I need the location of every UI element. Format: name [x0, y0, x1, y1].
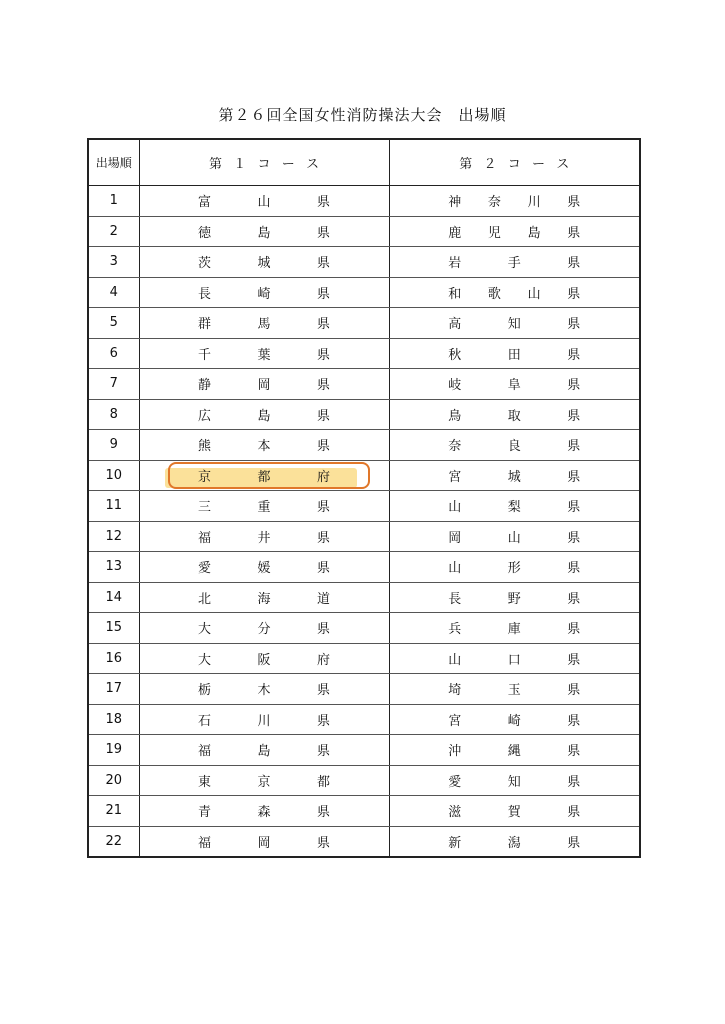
course-1-team: [139, 735, 389, 766]
course-2-team: [389, 460, 640, 491]
prefecture-char: 岩: [448, 256, 462, 272]
prefecture-char: 城: [507, 469, 521, 485]
column-header-course-1: [139, 139, 389, 186]
start-order-table: [87, 138, 641, 858]
prefecture-char: 森: [257, 805, 271, 821]
prefecture-char: 県: [316, 561, 330, 577]
prefecture-char: 児: [487, 225, 501, 241]
prefecture-name: [198, 769, 330, 791]
prefecture-char: 島: [527, 225, 541, 241]
course-1-team: [139, 613, 389, 644]
prefecture-name: [448, 617, 580, 639]
prefecture-char: 県: [316, 500, 330, 516]
order-number: 14: [88, 582, 139, 613]
course-2-team: [389, 582, 640, 613]
prefecture-char: 県: [567, 225, 581, 241]
table-row: [88, 308, 640, 339]
prefecture-char: 県: [567, 256, 581, 272]
order-number: 21: [88, 796, 139, 827]
prefecture-char: 県: [316, 317, 330, 333]
prefecture-name: [198, 678, 330, 700]
prefecture-char: 県: [316, 225, 330, 241]
prefecture-char: 沖: [448, 744, 462, 760]
prefecture-name: [448, 495, 580, 517]
order-number: 15: [88, 613, 139, 644]
prefecture-char: 知: [507, 774, 521, 790]
prefecture-char: 県: [567, 378, 581, 394]
prefecture-char: 京: [257, 774, 271, 790]
table-row: [88, 247, 640, 278]
prefecture-name: [448, 556, 580, 578]
prefecture-name: [448, 739, 580, 761]
prefecture-char: 静: [198, 378, 212, 394]
prefecture-name: [198, 495, 330, 517]
prefecture-name: [448, 830, 580, 852]
prefecture-char: 石: [198, 713, 212, 729]
prefecture-char: 宮: [448, 713, 462, 729]
prefecture-char: 埼: [448, 683, 462, 699]
prefecture-char: 新: [448, 835, 462, 851]
prefecture-name: [448, 769, 580, 791]
prefecture-name: [198, 434, 330, 456]
highlighted-team: [140, 464, 389, 486]
course-1-team: [139, 491, 389, 522]
table-row: [88, 186, 640, 217]
table-row: [88, 216, 640, 247]
prefecture-char: 県: [567, 835, 581, 851]
prefecture-char: 取: [507, 408, 521, 424]
table-row: [88, 674, 640, 705]
course-2-team: [389, 643, 640, 674]
prefecture-name: [198, 708, 330, 730]
prefecture-char: 媛: [257, 561, 271, 577]
prefecture-char: 賀: [507, 805, 521, 821]
prefecture-char: 県: [567, 561, 581, 577]
prefecture-char: 三: [198, 500, 212, 516]
table-row: [88, 399, 640, 430]
prefecture-name: [448, 190, 580, 212]
order-number: 10: [88, 460, 139, 491]
prefecture-name: [198, 830, 330, 852]
course-2-team: [389, 613, 640, 644]
table-row: [88, 826, 640, 857]
prefecture-char: 川: [527, 195, 541, 211]
course-2-team: [389, 430, 640, 461]
prefecture-char: 県: [316, 683, 330, 699]
table-row: [88, 735, 640, 766]
course-1-team: [139, 460, 389, 491]
prefecture-char: 県: [567, 713, 581, 729]
prefecture-char: 崎: [257, 286, 271, 302]
prefecture-char: 高: [448, 317, 462, 333]
prefecture-char: 庫: [507, 622, 521, 638]
order-number: 19: [88, 735, 139, 766]
table-header-row: [88, 139, 640, 186]
prefecture-char: 秋: [448, 347, 462, 363]
page-title: 第２６回全国女性消防操法大会 出場順: [218, 106, 507, 124]
course-2-team: [389, 796, 640, 827]
prefecture-name: [448, 342, 580, 364]
prefecture-char: 歌: [487, 286, 501, 302]
prefecture-name: [448, 647, 580, 669]
prefecture-char: 県: [316, 530, 330, 546]
prefecture-name: [198, 800, 330, 822]
prefecture-char: 徳: [198, 225, 212, 241]
prefecture-char: 島: [257, 408, 271, 424]
prefecture-char: 岡: [257, 835, 271, 851]
prefecture-char: 県: [567, 469, 581, 485]
prefecture-char: 県: [567, 439, 581, 455]
prefecture-char: 県: [567, 622, 581, 638]
course-2-team: [389, 765, 640, 796]
course-2-team: [389, 674, 640, 705]
table-row: [88, 582, 640, 613]
course-1-team: [139, 277, 389, 308]
prefecture-name: [198, 403, 330, 425]
prefecture-char: 愛: [448, 774, 462, 790]
prefecture-name: [448, 373, 580, 395]
course-2-team: [389, 552, 640, 583]
column-header-course-2: [389, 139, 640, 186]
prefecture-name: [198, 647, 330, 669]
order-number: 3: [88, 247, 139, 278]
prefecture-char: 重: [257, 500, 271, 516]
prefecture-name: [448, 464, 580, 486]
course-1-team: [139, 338, 389, 369]
prefecture-char: 県: [567, 683, 581, 699]
prefecture-name: [448, 281, 580, 303]
prefecture-char: 葉: [257, 347, 271, 363]
table-row: [88, 552, 640, 583]
prefecture-char: 奈: [448, 439, 462, 455]
table-row: [88, 277, 640, 308]
order-number: 16: [88, 643, 139, 674]
course-2-team: [389, 308, 640, 339]
course-1-team: [139, 826, 389, 857]
prefecture-char: 分: [257, 622, 271, 638]
course-1-team: [139, 704, 389, 735]
prefecture-char: 福: [198, 530, 212, 546]
order-number: 7: [88, 369, 139, 400]
course-1-team: [139, 796, 389, 827]
prefecture-name: [198, 312, 330, 334]
prefecture-char: 県: [567, 317, 581, 333]
course-2-team: [389, 216, 640, 247]
order-number: 4: [88, 277, 139, 308]
prefecture-char: 鹿: [448, 225, 462, 241]
prefecture-char: 県: [316, 378, 330, 394]
order-number: 13: [88, 552, 139, 583]
table-row: [88, 613, 640, 644]
course-2-label: 第 ２ コ ー ス: [459, 157, 570, 172]
prefecture-name: [448, 220, 580, 242]
prefecture-char: 県: [567, 652, 581, 668]
prefecture-char: 山: [448, 500, 462, 516]
prefecture-char: 宮: [448, 469, 462, 485]
prefecture-name: [448, 525, 580, 547]
course-2-team: [389, 491, 640, 522]
course-1-team: [139, 216, 389, 247]
order-number: 6: [88, 338, 139, 369]
prefecture-char: 山: [507, 530, 521, 546]
prefecture-char: 県: [316, 713, 330, 729]
prefecture-name: [198, 281, 330, 303]
prefecture-char: 良: [507, 439, 521, 455]
prefecture-char: 栃: [198, 683, 212, 699]
course-1-team: [139, 765, 389, 796]
prefecture-char: 愛: [198, 561, 212, 577]
prefecture-char: 神: [448, 195, 462, 211]
prefecture-char: 鳥: [448, 408, 462, 424]
course-2-team: [389, 521, 640, 552]
course-1-team: [139, 552, 389, 583]
table-row: [88, 338, 640, 369]
course-1-team: [139, 643, 389, 674]
order-number: 12: [88, 521, 139, 552]
course-1-team: [139, 430, 389, 461]
prefecture-char: 形: [507, 561, 521, 577]
prefecture-name: [448, 312, 580, 334]
prefecture-char: 玉: [507, 683, 521, 699]
prefecture-char: 県: [316, 286, 330, 302]
prefecture-char: 川: [257, 713, 271, 729]
prefecture-char: 県: [316, 744, 330, 760]
prefecture-char: 県: [567, 500, 581, 516]
prefecture-char: 県: [316, 835, 330, 851]
table-row: [88, 430, 640, 461]
prefecture-char: 県: [316, 256, 330, 272]
table-row: [88, 491, 640, 522]
course-1-label: 第 １ コ ー ス: [209, 157, 319, 172]
table-row: [88, 521, 640, 552]
prefecture-char: 梨: [507, 500, 521, 516]
course-2-team: [389, 277, 640, 308]
order-number: 18: [88, 704, 139, 735]
course-2-team: [389, 826, 640, 857]
table-row: [88, 765, 640, 796]
prefecture-char: 県: [567, 530, 581, 546]
prefecture-char: 島: [257, 225, 271, 241]
table-row: [88, 460, 640, 491]
prefecture-char: 県: [567, 408, 581, 424]
prefecture-name: [448, 708, 580, 730]
prefecture-name: [448, 434, 580, 456]
course-2-team: [389, 735, 640, 766]
prefecture-char: 阜: [507, 378, 521, 394]
table-row: [88, 704, 640, 735]
prefecture-name: [198, 373, 330, 395]
prefecture-char: 兵: [448, 622, 462, 638]
prefecture-char: 熊: [198, 439, 212, 455]
prefecture-name: [448, 800, 580, 822]
prefecture-char: 長: [448, 591, 462, 607]
course-1-team: [139, 521, 389, 552]
prefecture-char: 都: [316, 774, 330, 790]
prefecture-char: 広: [198, 408, 212, 424]
prefecture-char: 田: [507, 347, 521, 363]
course-2-team: [389, 338, 640, 369]
order-number: 5: [88, 308, 139, 339]
prefecture-char: 県: [567, 195, 581, 211]
prefecture-char: 富: [198, 195, 212, 211]
table-row: [88, 369, 640, 400]
prefecture-char: 潟: [507, 835, 521, 851]
prefecture-name: [198, 464, 330, 486]
prefecture-char: 北: [198, 591, 212, 607]
prefecture-char: 県: [316, 439, 330, 455]
prefecture-char: 滋: [448, 805, 462, 821]
table-row: [88, 796, 640, 827]
prefecture-char: 山: [448, 561, 462, 577]
prefecture-name: [198, 525, 330, 547]
prefecture-char: 福: [198, 744, 212, 760]
prefecture-char: 福: [198, 835, 212, 851]
order-number: 9: [88, 430, 139, 461]
prefecture-char: 馬: [257, 317, 271, 333]
prefecture-char: 口: [507, 652, 521, 668]
course-1-team: [139, 186, 389, 217]
prefecture-name: [198, 556, 330, 578]
course-2-team: [389, 186, 640, 217]
prefecture-name: [198, 586, 330, 608]
prefecture-char: 府: [316, 652, 330, 668]
course-2-team: [389, 369, 640, 400]
prefecture-name: [198, 617, 330, 639]
order-number: 22: [88, 826, 139, 857]
prefecture-char: 県: [316, 408, 330, 424]
order-number: 8: [88, 399, 139, 430]
prefecture-name: [198, 190, 330, 212]
prefecture-char: 野: [507, 591, 521, 607]
prefecture-char: 県: [567, 774, 581, 790]
course-2-team: [389, 399, 640, 430]
prefecture-char: 県: [316, 195, 330, 211]
prefecture-char: 和: [448, 286, 462, 302]
prefecture-char: 縄: [507, 744, 521, 760]
prefecture-char: 都: [257, 469, 271, 485]
order-number: 17: [88, 674, 139, 705]
prefecture-char: 千: [198, 347, 212, 363]
course-1-team: [139, 308, 389, 339]
course-1-team: [139, 399, 389, 430]
order-number: 1: [88, 186, 139, 217]
prefecture-name: [448, 678, 580, 700]
prefecture-name: [448, 586, 580, 608]
prefecture-char: 城: [257, 256, 271, 272]
prefecture-char: 県: [567, 347, 581, 363]
prefecture-char: 道: [316, 591, 330, 607]
prefecture-char: 大: [198, 652, 212, 668]
prefecture-char: 島: [257, 744, 271, 760]
prefecture-char: 県: [316, 622, 330, 638]
prefecture-char: 知: [507, 317, 521, 333]
prefecture-char: 本: [257, 439, 271, 455]
prefecture-char: 崎: [507, 713, 521, 729]
prefecture-char: 長: [198, 286, 212, 302]
course-2-team: [389, 247, 640, 278]
prefecture-char: 岐: [448, 378, 462, 394]
prefecture-char: 阪: [257, 652, 271, 668]
prefecture-name: [198, 251, 330, 273]
prefecture-char: 県: [316, 805, 330, 821]
course-1-team: [139, 582, 389, 613]
prefecture-char: 群: [198, 317, 212, 333]
prefecture-name: [198, 739, 330, 761]
prefecture-char: 奈: [487, 195, 501, 211]
prefecture-char: 県: [567, 286, 581, 302]
prefecture-char: 山: [257, 195, 271, 211]
prefecture-char: 岡: [448, 530, 462, 546]
prefecture-char: 東: [198, 774, 212, 790]
prefecture-char: 手: [507, 256, 521, 272]
prefecture-char: 木: [257, 683, 271, 699]
prefecture-name: [448, 403, 580, 425]
prefecture-char: 府: [316, 469, 330, 485]
table-row: [88, 643, 640, 674]
prefecture-char: 県: [567, 591, 581, 607]
prefecture-char: 県: [567, 744, 581, 760]
course-1-team: [139, 369, 389, 400]
column-header-order: 出場順: [88, 139, 139, 186]
prefecture-char: 大: [198, 622, 212, 638]
prefecture-char: 県: [316, 347, 330, 363]
prefecture-char: 茨: [198, 256, 212, 272]
order-number: 20: [88, 765, 139, 796]
prefecture-char: 県: [567, 805, 581, 821]
prefecture-name: [198, 220, 330, 242]
prefecture-char: 岡: [257, 378, 271, 394]
prefecture-char: 青: [198, 805, 212, 821]
prefecture-name: [448, 251, 580, 273]
course-1-team: [139, 247, 389, 278]
course-2-team: [389, 704, 640, 735]
order-number: 2: [88, 216, 139, 247]
course-1-team: [139, 674, 389, 705]
prefecture-char: 山: [527, 286, 541, 302]
prefecture-char: 井: [257, 530, 271, 546]
prefecture-name: [198, 342, 330, 364]
prefecture-char: 海: [257, 591, 271, 607]
prefecture-char: 山: [448, 652, 462, 668]
prefecture-char: 京: [198, 469, 212, 485]
order-number: 11: [88, 491, 139, 522]
